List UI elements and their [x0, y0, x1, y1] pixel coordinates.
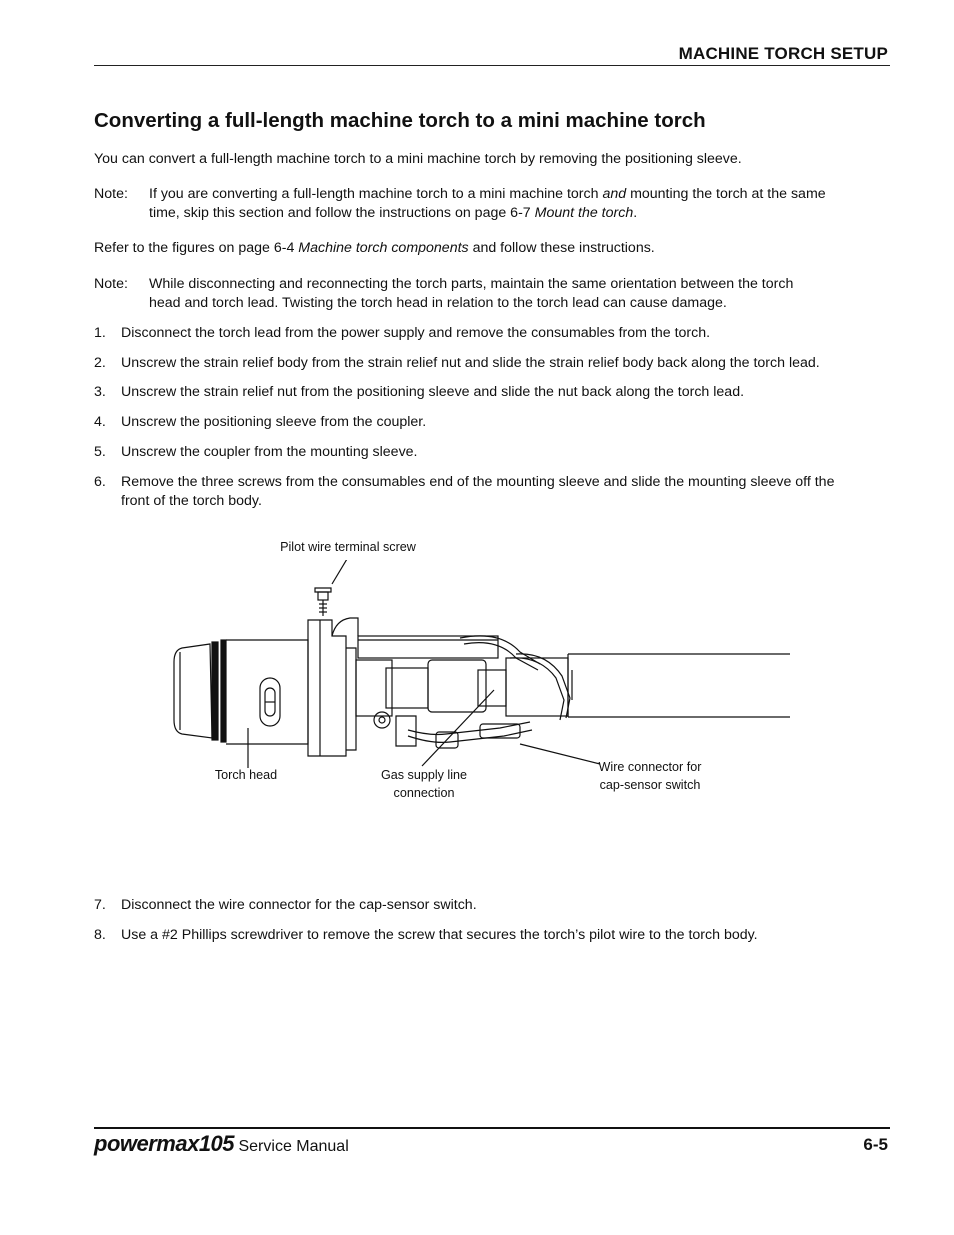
step-text: Disconnect the wire connector for the cap-sensor switch.: [121, 897, 477, 913]
callout-torch-head: Torch head: [214, 768, 278, 782]
pilot-wire-terminal-screw: [315, 588, 331, 616]
o-ring: [221, 640, 226, 742]
footer-title: [94, 1131, 349, 1157]
section-heading: Converting a full-length machine torch to a mini machine torch: [94, 109, 706, 132]
step-text-line: front of the torch body.: [121, 493, 262, 509]
step-number: 6.: [94, 474, 106, 490]
callout-gas-supply-line: [358, 766, 490, 802]
step-number: 5.: [94, 444, 106, 460]
torch-body-flange: [308, 620, 346, 756]
page-reference: Mount the torch: [534, 205, 634, 221]
step-text-line: Remove the three screws from the consumables end of the mounting sleeve and slide the mounting sleeve off the: [121, 474, 835, 490]
wire-bundle: [510, 658, 564, 720]
step-number: 2.: [94, 355, 106, 371]
note-text: head and torch lead. Twisting the torch head in relation to the torch lead can cause damage.: [149, 295, 727, 311]
gas-fitting: [374, 712, 390, 728]
step-number: 8.: [94, 927, 106, 943]
step-item: [94, 896, 884, 915]
valve-body: [428, 660, 486, 712]
brand-logo: powermax105: [94, 1131, 235, 1156]
figure-reference: Machine torch components: [298, 240, 469, 256]
step-number: 3.: [94, 384, 106, 400]
note-convert: [94, 185, 884, 223]
step-number: 4.: [94, 414, 106, 430]
note-text: While disconnecting and reconnecting the torch parts, maintain the same orientation between the torch: [149, 276, 794, 292]
callout-pilot-wire-terminal-screw: Pilot wire terminal screw: [280, 540, 416, 554]
callout-text: connection: [393, 786, 455, 800]
step-item: [94, 443, 884, 462]
step-number: 7.: [94, 897, 106, 913]
step-item: [94, 354, 884, 373]
step-text: [121, 473, 884, 511]
step-text: Disconnect the torch lead from the power supply and remove the consumables from the torch.: [121, 325, 711, 341]
step-text: Unscrew the strain relief nut from the positioning sleeve and slide the nut back along the torch lead.: [121, 384, 745, 400]
pilot-wire-loop: [332, 618, 358, 636]
refer-text: and follow these instructions.: [468, 240, 655, 256]
note-body: [149, 185, 884, 223]
note-label: Note:: [94, 186, 128, 202]
callout-leader: [332, 560, 350, 584]
note-text: .: [633, 205, 638, 221]
torch-body-rear: [346, 648, 356, 750]
upper-tube: [358, 636, 498, 658]
callout-wire-connector: [574, 758, 726, 794]
note-text: mounting the torch at the same: [626, 186, 826, 202]
step-item: [94, 324, 884, 343]
connector-block: [478, 670, 506, 706]
note-label: Note:: [94, 276, 128, 292]
note-emphasis: and: [602, 186, 627, 202]
footer-rule: [94, 1127, 890, 1129]
callout-text: Wire connector for: [598, 760, 702, 774]
note-text: time, skip this section and follow the instructions on page 6-7: [149, 205, 535, 221]
refer-text: Refer to the figures on page 6-4: [94, 240, 299, 256]
intro-paragraph: You can convert a full-length machine torch to a mini machine torch by removing the positioning sleeve.: [94, 151, 742, 167]
step-item: [94, 383, 884, 402]
refer-paragraph: [94, 239, 884, 258]
note-body: [149, 275, 884, 313]
callout-text: cap-sensor switch: [599, 778, 701, 792]
step-item: [94, 413, 884, 432]
note-text: If you are converting a full-length machine torch to a mini machine torch: [149, 186, 603, 202]
o-ring: [212, 642, 218, 740]
step-item: [94, 473, 884, 511]
header-rule: [94, 65, 890, 66]
manual-name: Service Manual: [238, 1138, 349, 1155]
step-number: 1.: [94, 325, 106, 341]
note-orientation: [94, 275, 884, 313]
step-text: Unscrew the positioning sleeve from the coupler.: [121, 414, 427, 430]
step-text: Use a #2 Phillips screwdriver to remove the screw that secures the torch’s pilot wire to the torch body.: [121, 927, 758, 943]
callout-leader: [422, 690, 494, 766]
step-text: Unscrew the strain relief body from the strain relief nut and slide the strain relief body back along the torch lead.: [121, 355, 820, 371]
step-item: [94, 926, 884, 945]
callout-text: Gas supply line: [380, 768, 468, 782]
running-header-title: MACHINE TORCH SETUP: [678, 44, 888, 63]
torch-head-body: [226, 640, 308, 744]
step-text: Unscrew the coupler from the mounting sleeve.: [121, 444, 418, 460]
page-number: 6-5: [863, 1135, 888, 1154]
